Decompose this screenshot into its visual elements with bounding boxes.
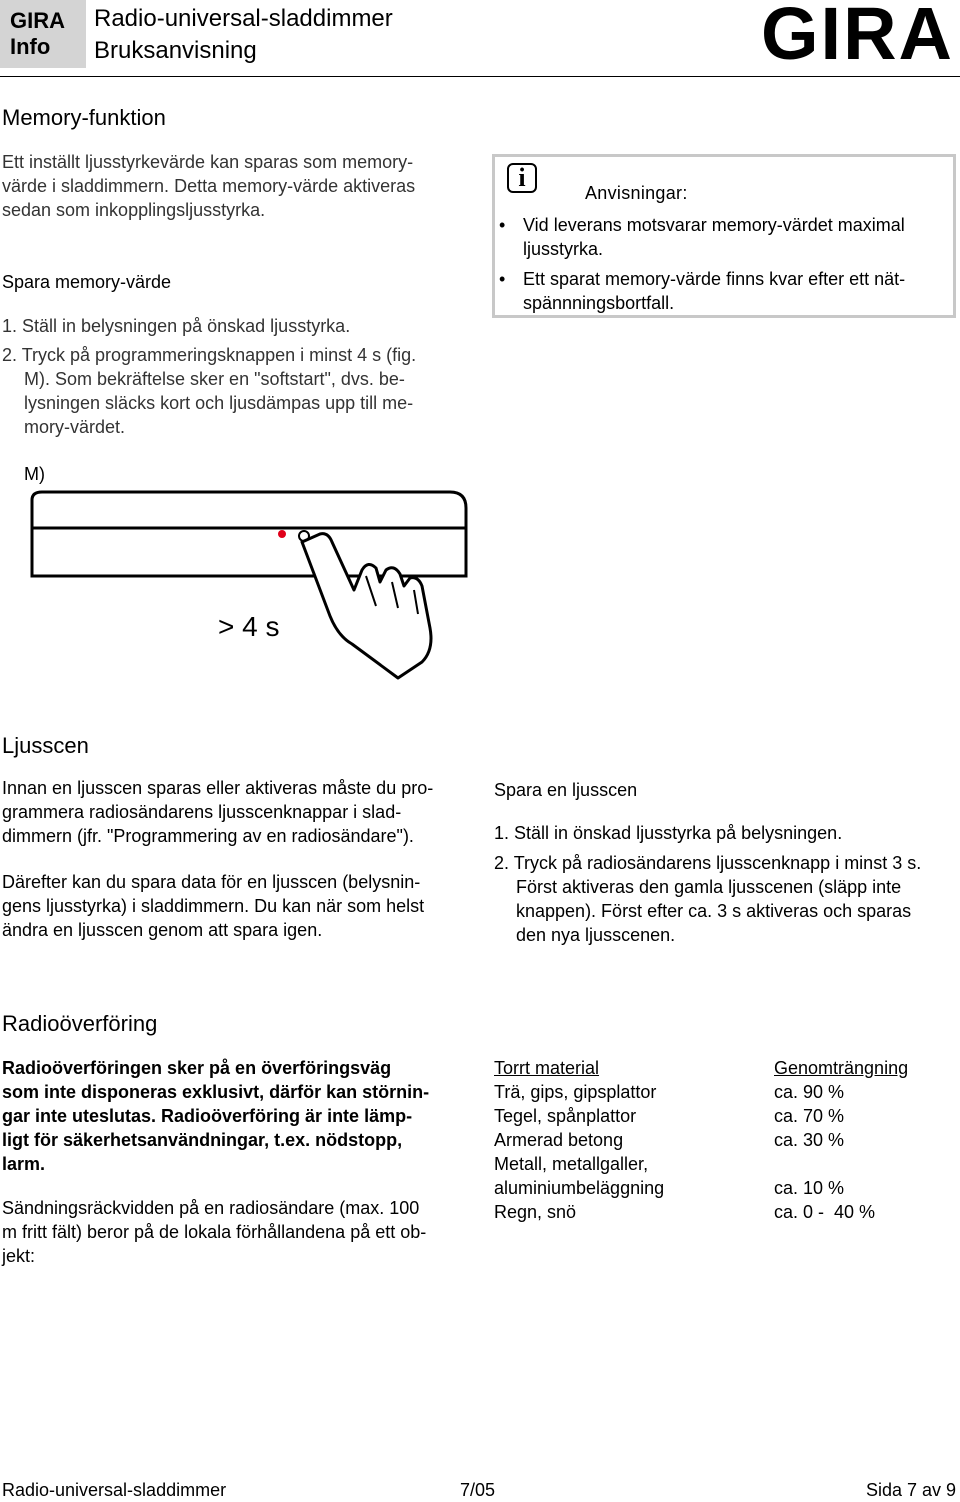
column-header-material: Torrt material: [494, 1058, 600, 1078]
tile-brand: GIRA: [10, 8, 65, 33]
table-row: [494, 1104, 954, 1128]
table-cell: Tegel, spånplattor: [494, 1106, 637, 1126]
save-scene-step-1: 1. Ställ in önskad ljusstyrka på belysningen.: [494, 823, 843, 843]
range-line: jekt:: [2, 1246, 36, 1266]
table-row: [494, 1080, 954, 1104]
memory-intro-line: sedan som inkopplingsljusstyrka.: [2, 200, 266, 220]
save-memory-step-2: [2, 343, 472, 439]
document-subtitle: Bruksanvisning: [94, 37, 257, 64]
table-cell: Metall, metallgaller,: [494, 1154, 649, 1174]
radio-range: [2, 1196, 472, 1268]
memory-intro-line: Ett inställt ljusstyrkevärde kan sparas som memory-: [2, 152, 414, 172]
memory-intro: [2, 150, 472, 222]
warning-line: larm.: [2, 1154, 46, 1174]
radio-heading: Radioöverföring: [2, 1011, 158, 1036]
step-line: mory-värdet.: [24, 417, 126, 437]
para-line: Därefter kan du spara data för en ljusscen (belysnin-: [2, 872, 421, 892]
table-cell: aluminiumbeläggning: [494, 1178, 665, 1198]
column-header-penetration: Genomträngning: [774, 1058, 909, 1078]
table-cell: ca. 90 %: [774, 1082, 845, 1102]
table-cell: ca. 10 %: [774, 1178, 845, 1198]
header-divider: [0, 76, 960, 77]
table-row: [494, 1152, 954, 1176]
gira-logo: GIRA: [761, 0, 954, 75]
para-line: Innan en ljusscen sparas eller aktiveras måste du pro-: [2, 778, 434, 798]
step-line: lysningen släcks kort och ljusdämpas upp till me-: [24, 393, 414, 413]
footer-date: 7/05: [460, 1480, 496, 1500]
notice-item: [523, 213, 953, 261]
warning-line: Radioöverföringen sker på en överföringsväg: [2, 1058, 392, 1078]
footer-product: Radio-universal-sladdimmer: [2, 1480, 227, 1500]
notice-item-line: Vid leverans motsvarar memory-värdet maximal: [523, 215, 905, 235]
table-cell: ca. 30 %: [774, 1130, 845, 1150]
table-header-row: [494, 1056, 954, 1080]
notice-item-line: spännningsbortfall.: [523, 293, 675, 313]
tile-info: Info: [10, 34, 51, 59]
save-memory-step-1: 1. Ställ in belysningen på önskad ljusstyrka.: [2, 316, 351, 336]
dimmer-housing: [32, 492, 466, 576]
gira-info-tile: [0, 0, 86, 68]
scene-para-2: [2, 870, 472, 942]
info-icon: i: [507, 163, 537, 193]
table-row: [494, 1128, 954, 1152]
memory-intro-line: värde i sladdimmern. Detta memory-värde aktiveras: [2, 176, 416, 196]
warning-line: som inte disponeras exklusivt, därför kan störnin-: [2, 1082, 430, 1102]
step-line: M). Som bekräftelse sker en "softstart", dvs. be-: [24, 369, 405, 389]
table-cell: Trä, gips, gipsplattor: [494, 1082, 657, 1102]
para-line: ändra en ljusscen genom att spara igen.: [2, 920, 323, 940]
table-cell: ca. 70 %: [774, 1106, 845, 1126]
dimmer-figure: [20, 486, 480, 686]
radio-warning: [2, 1056, 472, 1176]
table-cell: Regn, snö: [494, 1202, 577, 1222]
notice-title: Anvisningar:: [585, 183, 688, 203]
table-row: [494, 1200, 954, 1224]
save-scene-heading: Spara en ljusscen: [494, 780, 638, 800]
notice-item-line: ljusstyrka.: [523, 239, 604, 259]
bullet-icon: •: [499, 269, 506, 289]
table-cell: Armerad betong: [494, 1130, 624, 1150]
range-line: Sändningsräckvidden på en radiosändare (max. 100: [2, 1198, 420, 1218]
step-line: Först aktiveras den gamla ljusscenen (släpp inte: [516, 877, 902, 897]
notice-item: [523, 267, 953, 315]
table-row: [494, 1176, 954, 1200]
document-title: Radio-universal-sladdimmer: [94, 5, 393, 32]
bullet-icon: •: [499, 215, 506, 235]
notice-box: [492, 154, 956, 318]
warning-line: gar inte uteslutas. Radioöverföring är inte lämp-: [2, 1106, 413, 1126]
footer-page-number: Sida 7 av 9: [865, 1480, 956, 1500]
step-line: knappen). Först efter ca. 3 s aktiveras och sparas: [516, 901, 912, 921]
table-cell: ca. 0 - 40 %: [774, 1202, 876, 1222]
material-table: [494, 1056, 954, 1224]
para-line: gens ljusstyrka) i sladdimmern. Du kan när som helst: [2, 896, 425, 916]
hand-pointer-icon: [302, 534, 431, 678]
save-memory-heading: Spara memory-värde: [2, 272, 172, 292]
figure-label: M): [24, 464, 45, 484]
memory-heading: Memory-funktion: [2, 105, 166, 130]
press-duration: > 4 s: [218, 611, 280, 642]
range-line: m fritt fält) beror på de lokala förhållandena på ett ob-: [2, 1222, 427, 1242]
scene-heading: Ljusscen: [2, 733, 89, 758]
step-line: 2. Tryck på radiosändarens ljusscenknapp i minst 3 s.: [494, 853, 922, 873]
step-line: den nya ljusscenen.: [516, 925, 676, 945]
scene-para-1: [2, 776, 472, 848]
notice-item-line: Ett sparat memory-värde finns kvar efter ett nät-: [523, 269, 906, 289]
para-line: dimmern (jfr. "Programmering av en radiosändare").: [2, 826, 414, 846]
led-indicator: [278, 530, 286, 538]
save-scene-step-2: [494, 851, 958, 947]
para-line: grammera radiosändarens ljusscenknappar i slad-: [2, 802, 402, 822]
warning-line: ligt för säkerhetsanvändningar, t.ex. nödstopp,: [2, 1130, 403, 1150]
step-line: 2. Tryck på programmeringsknappen i minst 4 s (fig.: [2, 345, 417, 365]
